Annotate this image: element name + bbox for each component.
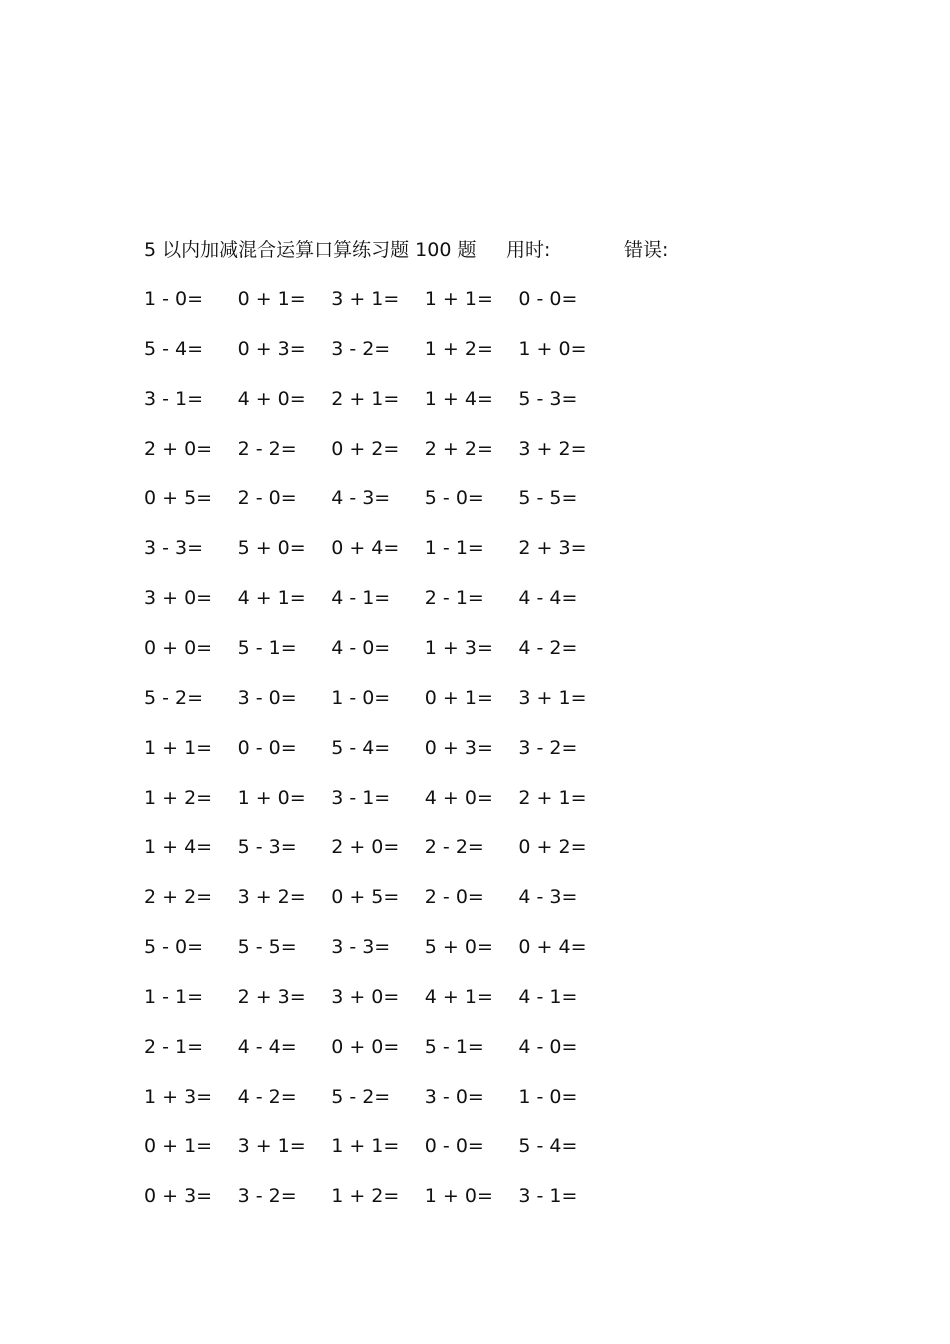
problem-cell: 0 + 2=	[518, 836, 587, 859]
problem-cell: 4 - 0=	[518, 1035, 578, 1058]
problem-cell: 3 - 0=	[424, 1085, 484, 1108]
problem-cell: 0 - 0=	[237, 736, 297, 759]
problem-cell: 3 - 3=	[144, 537, 204, 560]
problem-row	[144, 786, 624, 810]
problem-cell: 5 - 0=	[424, 487, 484, 510]
problem-row	[144, 1134, 624, 1158]
problem-cell: 4 + 1=	[237, 587, 306, 610]
problem-row	[144, 337, 624, 361]
problem-cell: 4 - 3=	[331, 487, 391, 510]
problem-row	[144, 1184, 624, 1208]
problem-cell: 4 - 1=	[518, 985, 578, 1008]
problem-cell: 4 + 0=	[424, 786, 493, 809]
problem-cell: 1 + 0=	[237, 786, 306, 809]
problem-cell: 1 - 1=	[424, 537, 484, 560]
problem-cell: 0 + 4=	[331, 537, 400, 560]
problem-cell: 2 - 0=	[424, 886, 484, 909]
problem-cell: 0 + 1=	[144, 1135, 213, 1158]
problem-cell: 1 + 3=	[424, 636, 493, 659]
problem-cell: 1 - 0=	[518, 1085, 578, 1108]
problem-cell: 1 + 4=	[424, 387, 493, 410]
problem-row	[144, 387, 624, 411]
problem-row	[144, 437, 624, 461]
problem-cell: 3 + 0=	[331, 985, 400, 1008]
problem-cell: 4 + 0=	[237, 387, 306, 410]
problem-cell: 1 + 0=	[424, 1185, 493, 1208]
problem-cell: 5 + 0=	[237, 537, 306, 560]
problem-cell: 4 - 0=	[331, 636, 391, 659]
problem-cell: 2 + 0=	[144, 437, 213, 460]
problem-row	[144, 985, 624, 1009]
problem-cell: 0 + 3=	[424, 736, 493, 759]
problem-cell: 0 + 3=	[144, 1185, 213, 1208]
problem-cell: 0 + 1=	[424, 686, 493, 709]
problem-cell: 2 - 1=	[144, 1035, 204, 1058]
problem-row	[144, 486, 624, 510]
problem-cell: 2 - 0=	[237, 487, 297, 510]
time-label: 用时:	[506, 239, 551, 261]
problem-cell: 5 - 3=	[237, 836, 297, 859]
problem-cell: 2 - 1=	[424, 587, 484, 610]
problem-cell: 4 + 1=	[424, 985, 493, 1008]
problem-cell: 2 + 0=	[331, 836, 400, 859]
problem-cell: 0 - 0=	[518, 288, 578, 310]
problem-cell: 4 - 1=	[331, 587, 391, 610]
problem-cell: 0 + 3=	[237, 337, 306, 360]
problem-cell: 5 - 3=	[518, 387, 578, 410]
problem-cell: 0 + 5=	[331, 886, 400, 909]
problem-cell: 2 + 3=	[237, 985, 306, 1008]
problem-cell: 5 - 4=	[144, 337, 204, 360]
problem-cell: 2 - 2=	[424, 836, 484, 859]
problem-cell: 5 - 2=	[144, 686, 204, 709]
problem-cell: 3 + 1=	[518, 686, 587, 709]
problem-cell: 3 - 2=	[331, 337, 391, 360]
problem-row	[144, 1085, 624, 1109]
problem-cell: 3 + 2=	[518, 437, 587, 460]
problem-cell: 0 + 0=	[331, 1035, 400, 1058]
problem-row	[144, 835, 624, 859]
problem-cell: 3 + 0=	[144, 587, 213, 610]
problem-cell: 5 - 2=	[331, 1085, 391, 1108]
problem-cell: 5 + 0=	[424, 936, 493, 959]
problem-cell: 2 + 1=	[518, 786, 587, 809]
problem-cell: 2 + 2=	[144, 886, 213, 909]
problem-cell: 1 - 0=	[331, 686, 391, 709]
problem-cell: 5 - 1=	[237, 636, 297, 659]
problem-cell: 5 - 4=	[518, 1135, 578, 1158]
problem-cell: 3 - 2=	[518, 736, 578, 759]
problem-row	[144, 736, 624, 760]
problem-cell: 3 + 1=	[331, 288, 400, 310]
problem-cell: 1 + 4=	[144, 836, 213, 859]
problem-cell: 1 + 1=	[331, 1135, 400, 1158]
problem-cell: 1 + 3=	[144, 1085, 213, 1108]
problem-row	[144, 636, 624, 660]
problem-row	[144, 586, 624, 610]
problem-cell: 5 - 5=	[237, 936, 297, 959]
problem-cell: 1 + 2=	[144, 786, 213, 809]
problem-cell: 5 - 1=	[424, 1035, 484, 1058]
problem-cell: 3 - 0=	[237, 686, 297, 709]
problem-cell: 5 - 5=	[518, 487, 578, 510]
problem-cell: 1 + 1=	[424, 288, 493, 310]
problem-cell: 4 - 2=	[237, 1085, 297, 1108]
problem-cell: 2 + 3=	[518, 537, 587, 560]
problem-cell: 0 + 0=	[144, 636, 213, 659]
problem-cell: 3 - 3=	[331, 936, 391, 959]
problem-row	[144, 1035, 624, 1059]
problem-cell: 2 + 2=	[424, 437, 493, 460]
problem-cell: 1 + 1=	[144, 736, 213, 759]
problem-cell: 3 - 2=	[237, 1185, 297, 1208]
problem-cell: 1 + 0=	[518, 337, 587, 360]
problem-row	[144, 536, 624, 560]
problem-cell: 4 - 2=	[518, 636, 578, 659]
problem-row	[144, 885, 624, 909]
problem-cell: 4 - 3=	[518, 886, 578, 909]
problem-cell: 5 - 0=	[144, 936, 204, 959]
problem-row	[144, 935, 624, 959]
problem-cell: 0 + 2=	[331, 437, 400, 460]
problem-cell: 1 + 2=	[331, 1185, 400, 1208]
problem-cell: 3 - 1=	[144, 387, 204, 410]
problem-cell: 4 - 4=	[237, 1035, 297, 1058]
problem-cell: 5 - 4=	[331, 736, 391, 759]
problem-cell: 3 - 1=	[331, 786, 391, 809]
problem-cell: 0 + 1=	[237, 288, 306, 310]
problem-cell: 2 - 2=	[237, 437, 297, 460]
problem-cell: 1 - 0=	[144, 288, 204, 310]
problem-cell: 0 - 0=	[424, 1135, 484, 1158]
problem-row	[144, 686, 624, 710]
problem-cell: 3 + 1=	[237, 1135, 306, 1158]
problem-cell: 0 + 5=	[144, 487, 213, 510]
worksheet-title: 5 以内加减混合运算口算练习题 100 题	[144, 239, 477, 261]
problem-row	[144, 287, 624, 311]
problem-cell: 3 + 2=	[237, 886, 306, 909]
problem-cell: 3 - 1=	[518, 1185, 578, 1208]
problem-cell: 4 - 4=	[518, 587, 578, 610]
error-label: 错误:	[624, 239, 669, 261]
problem-cell: 2 + 1=	[331, 387, 400, 410]
problem-cell: 1 - 1=	[144, 985, 204, 1008]
problem-cell: 1 + 2=	[424, 337, 493, 360]
problem-cell: 0 + 4=	[518, 936, 587, 959]
